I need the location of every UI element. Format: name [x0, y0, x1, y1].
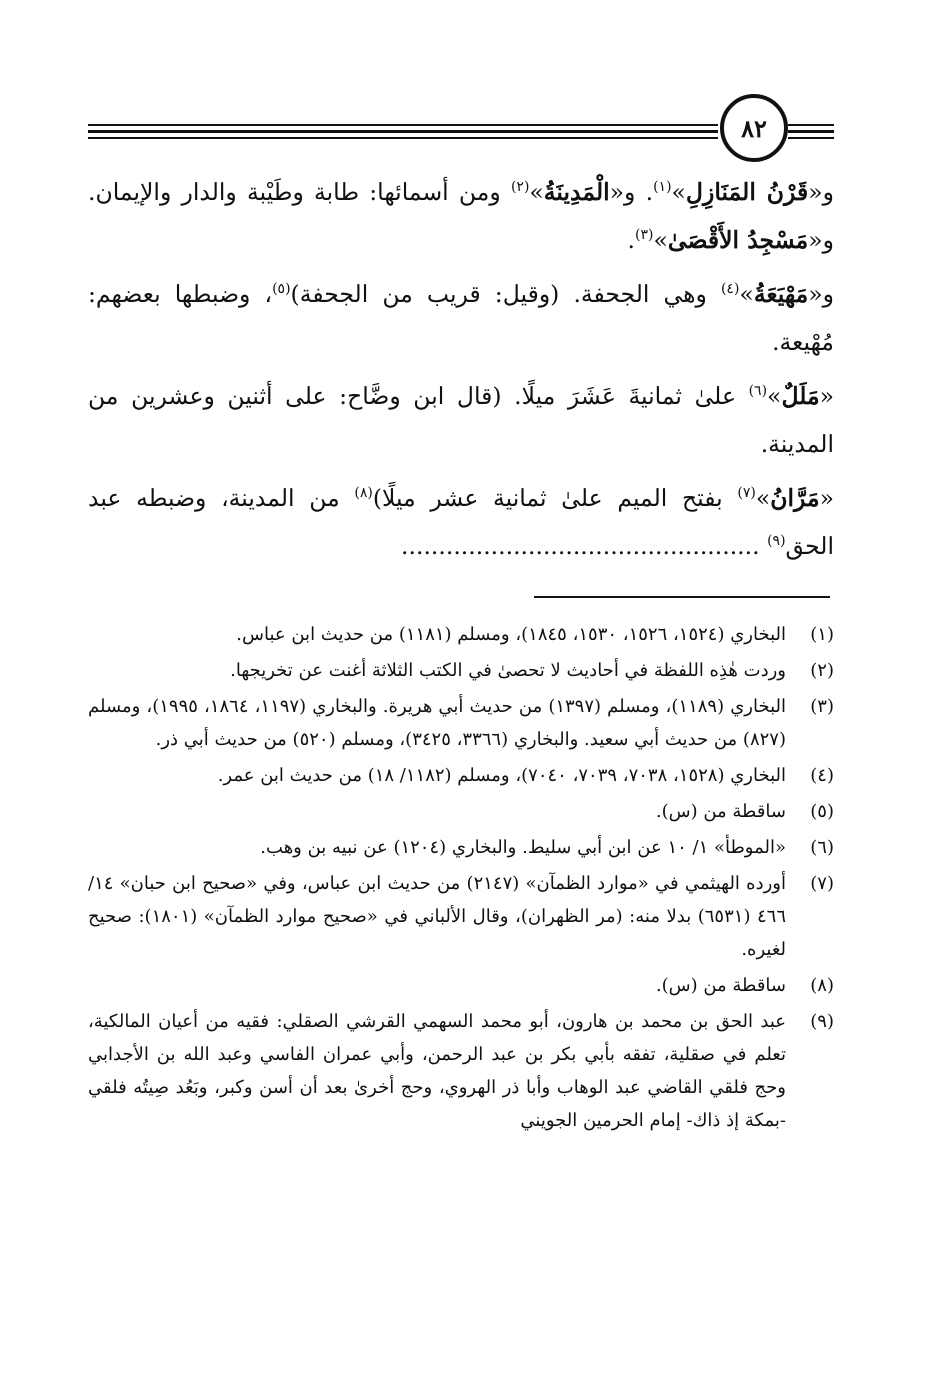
term-mahyaa: مَهْيَعَةُ — [753, 280, 809, 308]
footnote-text: البخاري (١٥٢٨، ٧٠٣٨، ٧٠٣٩، ٧٠٤٠)، ومسلم (١١٨٢/ ١٨) من حديث ابن عمر. — [217, 765, 786, 786]
footnotes — [88, 618, 834, 1140]
footnote-number: (٩) — [810, 1011, 834, 1032]
footnote-ref-3[interactable]: (٣) — [635, 227, 654, 244]
footnote-ref-4[interactable]: (٤) — [720, 281, 740, 298]
footnote-ref-5[interactable]: (٥) — [272, 281, 291, 298]
footnote-number: (٧) — [810, 873, 834, 894]
footnote-ref-6[interactable]: (٦) — [748, 383, 768, 400]
footnote-text: عبد الحق بن محمد بن هارون، أبو محمد السهمي القرشي الصقلي: فقيه من أعيان المالكية، تعلم في صقلية، تفقه بأبي بكر بن عبد الرحمن، وأبي عمران الفاسي وعبد الله بن الأجدابي وحج فلقي القاضي عبد الوهاب وأبا ذر الهروي، وحج أخرىٰ بعد أن أسن وكبر، وبَعُد صِيتُه فلقي -بمكة إذ ذاك- إمام الحرمين الجويني — [88, 1011, 786, 1131]
paragraph-3 — [88, 372, 834, 468]
footnote-ref-1[interactable]: (١) — [653, 179, 672, 196]
footnote-6 — [88, 831, 834, 864]
text-run: بفتح الميم علىٰ ثمانية عشر ميلًا) — [372, 484, 738, 512]
text-run: من المدينة، وضبطه عبد الحق — [88, 484, 834, 560]
header-rule — [88, 124, 718, 126]
text-run: و« — [808, 178, 834, 206]
footnote-text: وردت هٰذِه اللفظة في أحاديث لا تحصىٰ في الكتب الثلاثة أغنت عن تخريجها. — [230, 660, 786, 681]
footnote-8 — [88, 969, 834, 1002]
footnote-9 — [88, 1005, 834, 1137]
footnote-text: البخاري (١١٨٩)، ومسلم (١٣٩٧) من حديث أبي هريرة. والبخاري (١١٩٧، ١٨٦٤، ١٩٩٥)، ومسلم (٨٢٧) من حديث أبي سعيد. والبخاري (٣٣٦٦، ٣٤٢٥)، ومسلم (٥٢٠) من حديث أبي ذر. — [88, 696, 786, 750]
page-number: ٨٢ — [720, 94, 788, 162]
continuation-dots: ................................................ — [401, 532, 768, 560]
text-run: ومن أسمائها: طابة وطَيْبة والدار والإيمان. و« — [88, 178, 834, 254]
term-masjid-al-aqsa: مَسْجِدُ الأَقْصَىٰ — [667, 226, 809, 254]
footnote-number: (٣) — [810, 696, 834, 717]
footnote-text: ساقطة من (س). — [655, 975, 786, 996]
term-malal: مَلَلٌ — [781, 382, 820, 410]
text-run: علىٰ ثمانيةَ عَشَرَ ميلًا. (قال ابن وضَّاح: على أثنين وعشرين من المدينة. — [88, 382, 834, 458]
footnote-number: (٤) — [810, 765, 834, 786]
footnote-number: (٦) — [810, 837, 834, 858]
text-run: . و« — [609, 178, 654, 206]
footnote-text: «الموطأ» ١/ ١٠ عن ابن أبي سليط. والبخاري (١٢٠٤) عن نبيه بن وهب. — [260, 837, 786, 858]
paragraph-2 — [88, 270, 834, 366]
footnote-number: (٢) — [810, 660, 834, 681]
text-run: » — [739, 280, 754, 308]
header-rule — [788, 137, 834, 139]
footnote-5 — [88, 795, 834, 828]
header-rule — [788, 130, 834, 133]
footnote-text: البخاري (١٥٢٤، ١٥٢٦، ١٥٣٠، ١٨٤٥)، ومسلم (١١٨١) من حديث ابن عباس. — [236, 624, 786, 645]
main-text — [88, 168, 834, 576]
footnote-ref-2[interactable]: (٢) — [510, 179, 530, 196]
footnote-ref-7[interactable]: (٧) — [737, 485, 756, 502]
text-run: « — [819, 484, 834, 512]
footnote-text: ساقطة من (س). — [655, 801, 786, 822]
text-run: وهي الجحفة. (وقيل: قريب من الجحفة) — [290, 280, 721, 308]
term-qarn-al-manazil: قَرْنُ المَنَازِلِ — [685, 178, 809, 206]
text-run: و« — [808, 280, 834, 308]
text-run: « — [819, 382, 834, 410]
text-run: . — [627, 226, 636, 254]
footnote-number: (١) — [810, 624, 834, 645]
footnote-ref-8[interactable]: (٨) — [354, 485, 373, 502]
text-run: » — [529, 178, 544, 206]
footnote-1 — [88, 618, 834, 651]
text-run: » — [671, 178, 686, 206]
text-run: » — [653, 226, 668, 254]
footnote-4 — [88, 759, 834, 792]
paragraph-1 — [88, 168, 834, 264]
footnote-3 — [88, 690, 834, 756]
header-rule — [788, 124, 834, 126]
text-run: » — [755, 484, 771, 512]
page-header — [88, 88, 834, 168]
term-marran: مَرَّانُ — [770, 484, 820, 512]
footnote-text: أورده الهيثمي في «موارد الظمآن» (٢١٤٧) من حديث ابن عباس، وفي «صحيح ابن حبان» ١٤/ ٤٦٦ (٦٥٣١) بدلا منه: (مر الظهران)، وقال الألباني في «صحيح موارد الظمآن» (١٨٠١): صحيح لغيره. — [88, 873, 786, 960]
term-al-madina: الْمَدِينَةُ — [543, 178, 610, 206]
footnote-7 — [88, 867, 834, 966]
header-rule — [88, 130, 718, 133]
text-run: » — [767, 382, 782, 410]
footnote-separator — [534, 596, 830, 598]
text-run: ، وضبطها بعضهم: مُهْيعة. — [88, 280, 834, 356]
footnote-number: (٨) — [810, 975, 834, 996]
header-rule — [88, 137, 718, 139]
paragraph-4 — [88, 474, 834, 570]
footnote-ref-9[interactable]: (٩) — [767, 533, 786, 550]
footnote-number: (٥) — [810, 801, 834, 822]
footnote-2 — [88, 654, 834, 687]
